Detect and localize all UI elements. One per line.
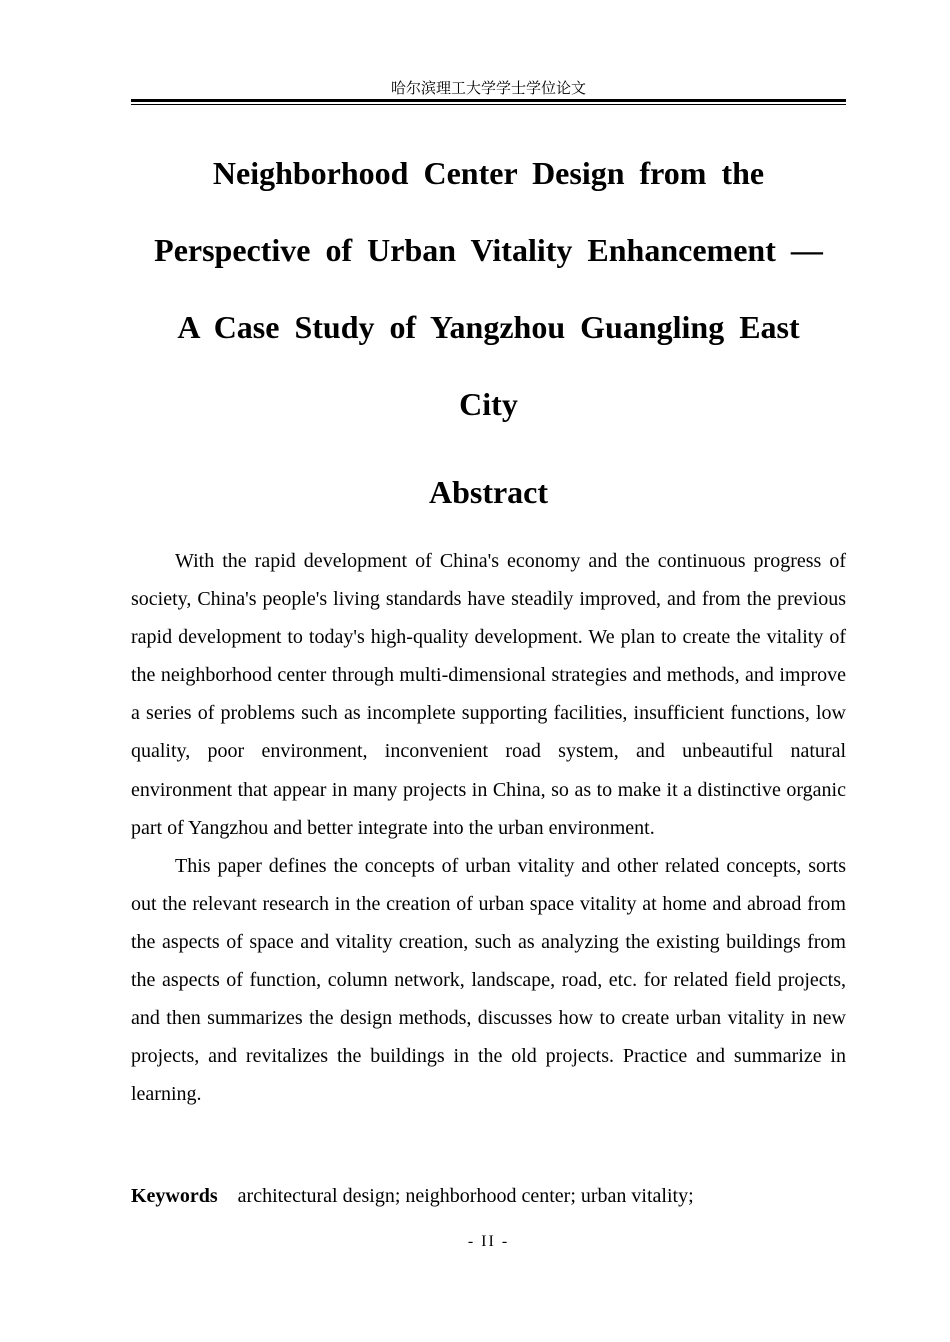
title-line-4: City <box>459 386 518 422</box>
header-rule-thick <box>131 99 846 102</box>
keywords-label: Keywords <box>131 1185 218 1207</box>
keywords-line <box>131 1178 846 1214</box>
keywords-text: architectural design; neighborhood center; urban vitality; <box>237 1185 694 1207</box>
page-number: - II - <box>467 1233 510 1250</box>
abstract-paragraph-2: This paper defines the concepts of urban vitality and other related concepts, sorts out the relevant research in the creation of urban space vitality at home and abroad from the aspects of space and vitality creation, such as analyzing the existing buildings from the aspects of function, column network, landscape, road, etc. for related field projects, and then summarizes the design methods, discusses how to create urban vitality in new projects, and revitalizes the buildings in the old projects. Practice and summarize in learning. <box>131 854 846 1106</box>
thesis-title <box>131 135 846 443</box>
abstract-paragraph-1: With the rapid development of China's economy and the continuous progress of society, China's people's living standards have steadily improved, and from the previous rapid development to today's high-quality development. We plan to create the vitality of the neighborhood center through multi-dimensional strategies and methods, and improve a series of problems such as incomplete supporting facilities, insufficient functions, low quality, poor environment, inconvenient road system, and unbeautiful natural environment that appear in many projects in China, so as to make it a distinctive organic part of Yangzhou and better integrate into the urban environment. <box>131 550 846 839</box>
title-line-1: Neighborhood Center Design from the <box>212 155 765 191</box>
title-line-2: Perspective of Urban Vitality Enhancement — <box>154 232 823 268</box>
title-line-3: A Case Study of Yangzhou Guangling East <box>177 309 800 345</box>
running-header: 哈尔滨理工大学学士学位论文 <box>390 79 586 97</box>
header-rule-thin <box>131 104 846 105</box>
abstract-body <box>131 542 846 1113</box>
abstract-heading: Abstract <box>428 474 549 510</box>
